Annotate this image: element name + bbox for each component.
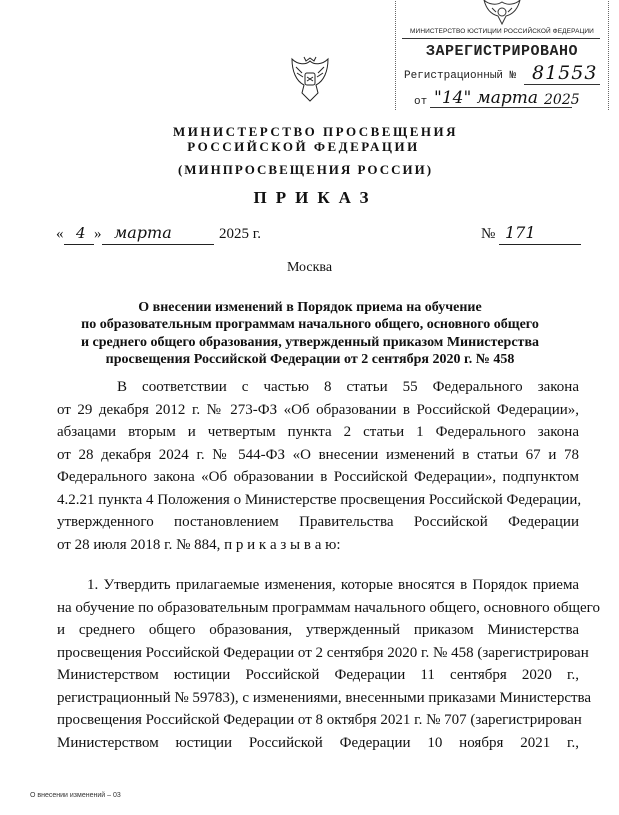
date-day: 4	[76, 224, 86, 242]
preamble-line: абзацами вторым и четвертым пункта 2 статьи 1 Федерального закона	[57, 424, 579, 440]
stamp-reg-underline	[524, 84, 600, 85]
preamble-line: 4.2.21 пункта 4 Положения о Министерстве просвещения Российской Федерации,	[57, 491, 582, 508]
ministry-country: РОССИЙСКОЙ ФЕДЕРАЦИИ	[187, 139, 420, 154]
order-date	[56, 223, 261, 243]
subject-line: по образовательным программам начального общего, основного общего	[81, 317, 539, 333]
date-month: марта	[114, 223, 172, 242]
stamp-date-underline	[430, 107, 572, 108]
item-1-line: регистрационный № 59783), с изменениями, внесенными приказами Министерства	[57, 689, 592, 706]
stamp-title: ЗАРЕГИСТРИРОВАНО	[425, 43, 579, 60]
stamp-date-handwritten: "14" марта	[434, 88, 539, 108]
item-1-paragraph	[57, 574, 600, 754]
coat-of-arms-icon	[288, 55, 332, 105]
item-1-line: 1. Утвердить прилагаемые изменения, которые вносятся в Порядок приема	[87, 577, 579, 593]
subject-line: О внесении изменений в Порядок приема на обучение	[138, 300, 482, 315]
date-open-quote: «	[56, 226, 64, 242]
order-number	[481, 223, 536, 243]
stamp-date-year: 2025	[544, 92, 580, 108]
date-year: 2025 г.	[219, 226, 261, 242]
document-subject	[40, 299, 580, 369]
number-value: 171	[505, 223, 536, 242]
preamble-line: от 28 июля 2018 г. № 884, п р и к а з ы в а ю:	[57, 536, 341, 553]
preamble-line: В соответствии с частью 8 статьи 55 Федерального закона	[117, 379, 579, 395]
preamble-line: от 28 декабря 2024 г. № 544-ФЗ «О внесении изменений в статьи 67 и 78	[57, 446, 579, 463]
preamble-line: Федерального закона «Об образовании в Российской Федерации», подпунктом	[57, 469, 579, 485]
document-type: ПРИКАЗ	[253, 188, 378, 207]
item-1-line: Министерством юстиции Российской Федерации 10 ноября 2021 г.,	[57, 734, 579, 751]
stamp-reg-number: 81553	[532, 62, 598, 84]
preamble-paragraph	[57, 376, 582, 556]
date-close-quote: »	[94, 226, 102, 242]
item-1-line: и среднего общего образования, утвержденный приказом Министерства	[57, 622, 579, 638]
preamble-line: от 29 декабря 2012 г. № 273-ФЗ «Об образовании в Российской Федерации»,	[57, 401, 579, 418]
number-label: №	[481, 226, 496, 242]
stamp-divider	[402, 38, 600, 39]
eagle-emblem-icon	[472, 0, 532, 26]
subject-line: просвещения Российской Федерации от 2 сентября 2020 г. № 458	[105, 352, 515, 368]
ministry-name: МИНИСТЕРСТВО ПРОСВЕЩЕНИЯ	[172, 124, 459, 139]
item-1-line: на обучение по образовательным программам начального общего, основного общего	[57, 599, 600, 616]
stamp-ministry: МИНИСТЕРСТВО ЮСТИЦИИ РОССИЙСКОЙ ФЕДЕРАЦИИ	[410, 28, 594, 35]
preamble-line: утвержденного постановлением Правительства Российской Федерации	[57, 514, 579, 530]
stamp-reg-label: Регистрационный №	[404, 70, 517, 82]
item-1-line: Министерством юстиции Российской Федерации 11 сентября 2020 г.,	[57, 667, 579, 683]
item-1-line: просвещения Российской Федерации от 2 сентября 2020 г. № 458 (зарегистрирован	[57, 644, 589, 661]
subject-line: и среднего общего образования, утвержденный приказом Министерства	[80, 334, 539, 350]
registration-stamp	[395, 0, 609, 110]
ministry-short-name: (МИНПРОСВЕЩЕНИЯ РОССИИ)	[177, 162, 434, 177]
stamp-date-prefix: от	[414, 96, 428, 108]
item-1-line: просвещения Российской Федерации от 8 октября 2021 г. № 707 (зарегистрирован	[57, 712, 582, 728]
city: Москва	[286, 260, 333, 275]
page-footer: О внесении изменений – 03	[30, 792, 121, 799]
